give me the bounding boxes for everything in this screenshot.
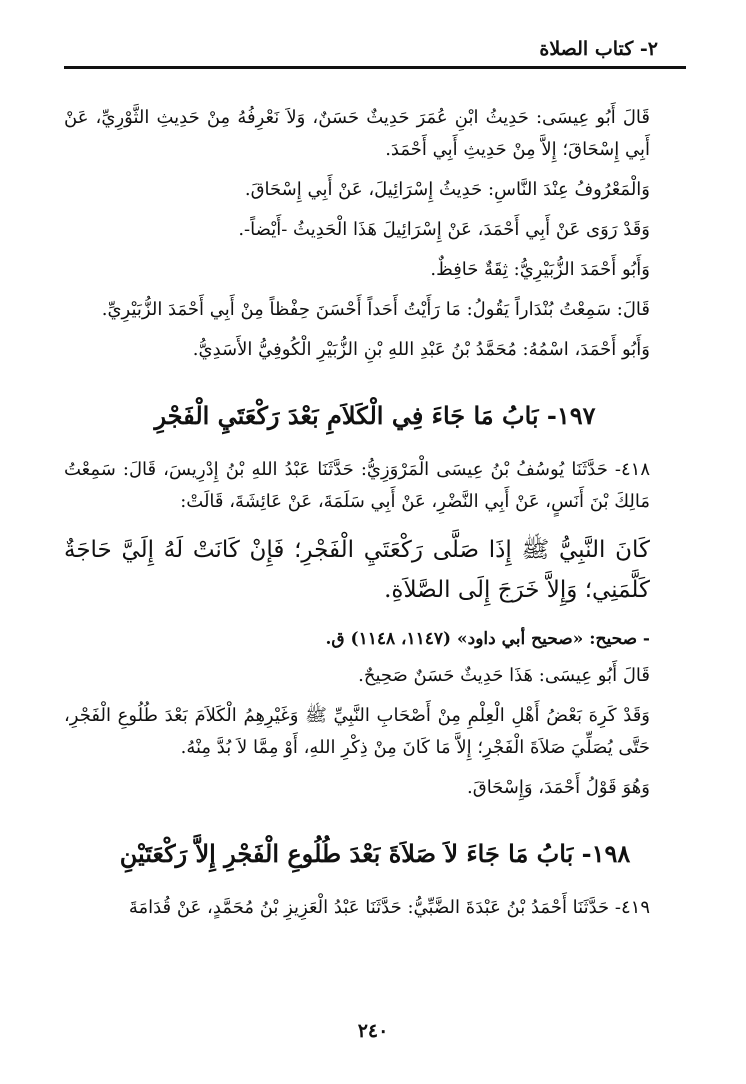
chapter-heading-198: ١٩٨- بَابُ مَا جَاءَ لاَ صَلاَةَ بَعْدَ طُلُوعِ الْفَجْرِ إِلاَّ رَكْعَتَيْنِ bbox=[119, 839, 631, 868]
hadith-matn: كَانَ النَّبِيُّ ﷺ إِذَا صَلَّى رَكْعَتَيِ الْفَجْرِ؛ فَإِنْ كَانَتْ لَهُ إِلَيَّ حَاجَةٌ كَلَّمَنِي؛ وَإِلاَّ خَرَجَ إِلَى الصَّلاَةِ. bbox=[64, 537, 650, 603]
paragraph: وَالْمَعْرُوفُ عِنْدَ النَّاسِ: حَدِيثُ إِسْرَائِيلَ، عَنْ أَبِي إِسْحَاقَ. bbox=[244, 179, 650, 200]
paragraph: وَأَبُو أَحْمَدَ، اسْمُهُ: مُحَمَّدُ بْنُ عَبْدِ اللهِ بْنِ الزُّبَيْرِ الْكُوفِيُّ الأَسَدِيُّ. bbox=[192, 339, 650, 360]
paragraph: وَأَبُو أَحْمَدَ الزُّبَيْرِيُّ: ثِقَةٌ حَافِظٌ. bbox=[430, 259, 650, 280]
paragraph: قَالَ أَبُو عِيسَى: حَدِيثُ ابْنِ عُمَرَ حَدِيثٌ حَسَنٌ، وَلاَ نَعْرِفُهُ مِنْ حَدِيثِ الثَّوْرِيِّ، عَنْ أَبِي إِسْحَاقَ؛ إِلاَّ مِنْ حَدِيثِ أَبِي أَحْمَدَ. bbox=[64, 107, 650, 160]
hadith-isnad: ٤١٩- حَدَّثَنَا أَحْمَدُ بْنُ عَبْدَةَ الضَّبِّيُّ: حَدَّثَنَا عَبْدُ الْعَزِيزِ بْنُ مُحَمَّدٍ، عَنْ قُدَامَةَ bbox=[128, 897, 650, 918]
page-number: ٢٤٠ bbox=[357, 1020, 389, 1042]
commentary-paragraph: وَقَدْ كَرِهَ بَعْضُ أَهْلِ الْعِلْمِ مِنْ أَصْحَابِ النَّبِيِّ ﷺ وَغَيْرِهِمُ الْكَلاَمَ بَعْدَ طُلُوعِ الْفَجْرِ، حَتَّى يُصَلِّيَ صَلاَةَ الْفَجْرِ؛ إِلاَّ مَا كَانَ مِنْ ذِكْرِ اللهِ، أَوْ مِمَّا لاَ بُدَّ مِنْهُ. bbox=[64, 705, 650, 758]
paragraph: قَالَ: سَمِعْتُ بُنْدَاراً يَقُولُ: مَا رَأَيْتُ أَحَداً أَحْسَنَ حِفْظاً مِنْ أَبِي أَحْمَدَ الزُّبَيْرِيِّ. bbox=[101, 299, 650, 320]
commentary-paragraph: قَالَ أَبُو عِيسَى: هَذَا حَدِيثٌ حَسَنٌ صَحِيحٌ. bbox=[358, 665, 650, 686]
paragraph: وَقَدْ رَوَى عَنْ أَبِي أَحْمَدَ، عَنْ إِسْرَائِيلَ هَذَا الْحَدِيثُ -أَيْضاً-. bbox=[238, 219, 650, 240]
commentary-paragraph: وَهُوَ قَوْلُ أَحْمَدَ، وَإِسْحَاقَ. bbox=[467, 777, 650, 798]
header-rule bbox=[64, 66, 686, 69]
chapter-heading-197: ١٩٧- بَابُ مَا جَاءَ فِي الْكَلاَمِ بَعْدَ رَكْعَتَيِ الْفَجْرِ bbox=[154, 401, 596, 430]
page-body bbox=[64, 102, 686, 932]
running-header: ٢- كتاب الصلاة bbox=[539, 38, 658, 60]
hadith-grading: - صحيح: «صحيح أبي داود» (١١٤٧، ١١٤٨) ق. bbox=[325, 629, 650, 649]
hadith-isnad: ٤١٨- حَدَّثَنَا يُوسُفُ بْنُ عِيسَى الْمَرْوَزِيُّ: حَدَّثَنَا عَبْدُ اللهِ بْنُ إِدْرِيسَ، قَالَ: سَمِعْتُ مَالِكَ بْنَ أَنَسٍ، عَنْ أَبِي النَّضْرِ، عَنْ أَبِي سَلَمَةَ، عَنْ عَائِشَةَ، قَالَتْ: bbox=[64, 459, 650, 512]
